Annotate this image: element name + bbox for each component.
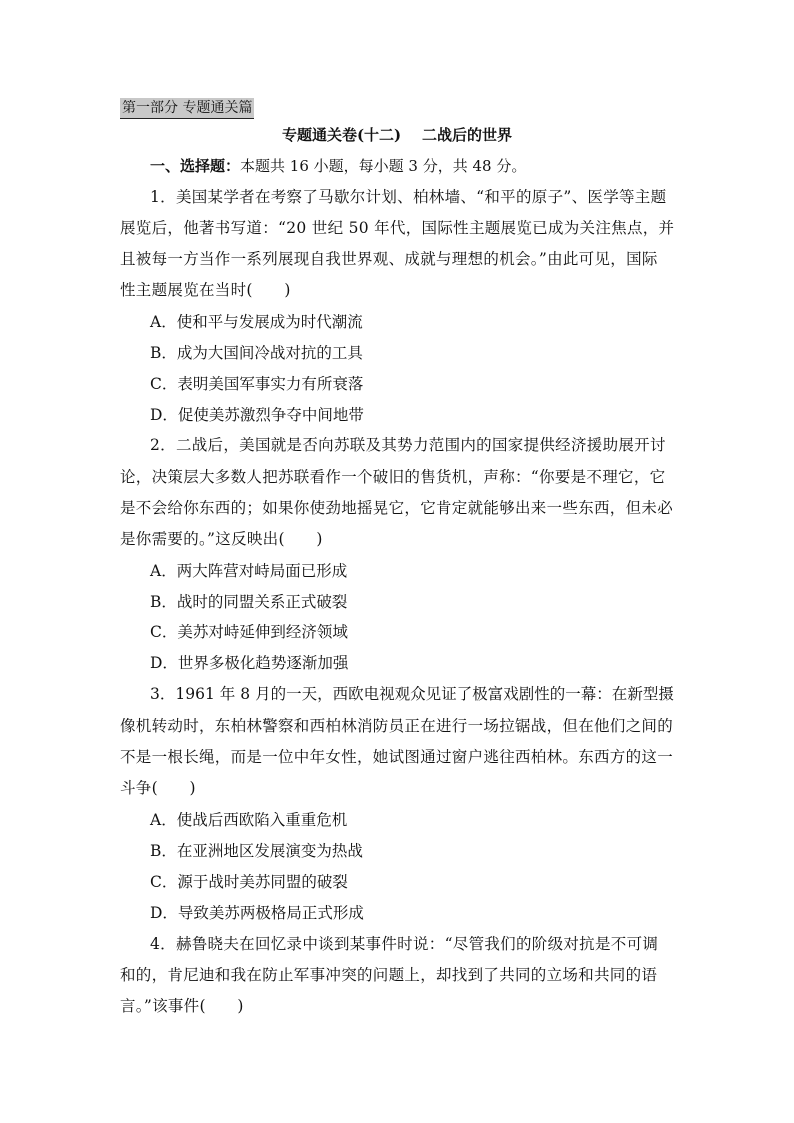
question-1-option-a[interactable]: A．使和平与发展成为时代潮流 xyxy=(150,313,363,331)
part-label: 第一部分 专题通关篇 xyxy=(120,98,254,119)
question-3-line-4: 斗争( ) xyxy=(120,779,196,797)
question-1-option-b[interactable]: B．成为大国间冷战对抗的工具 xyxy=(150,344,363,362)
question-4-line-1: 4．赫鲁晓夫在回忆录中谈到某事件时说：“尽管我们的阶级对抗是不可调 xyxy=(150,935,659,953)
section-heading xyxy=(150,156,526,176)
question-3-option-d[interactable]: D．导致美苏两极格局正式形成 xyxy=(150,904,364,922)
question-2-line-4: 是你需要的。”这反映出( ) xyxy=(120,530,323,548)
question-3-option-c[interactable]: C．源于战时美苏同盟的破裂 xyxy=(150,873,348,891)
question-2-line-3: 是不会给你东西的；如果你使劲地摇晃它，它肯定就能够出来一些东西，但未必 xyxy=(120,499,674,517)
question-1-line-2: 展览后，他著书写道：“20 世纪 50 年代，国际性主题展览已成为关注焦点，并 xyxy=(120,219,675,237)
question-1-line-1: 1．美国某学者在考察了马歇尔计划、柏林墙、“和平的原子”、医学等主题 xyxy=(150,188,667,206)
question-3-option-a[interactable]: A．使战后西欧陷入重重危机 xyxy=(150,811,348,829)
question-1-line-3: 且被每一方当作一系列展现自我世界观、成就与理想的机会。”由此可见，国际 xyxy=(120,250,658,268)
question-2-option-c[interactable]: C．美苏对峙延伸到经济领域 xyxy=(150,623,348,641)
section-instructions: 本题共 16 小题，每小题 3 分，共 48 分。 xyxy=(240,157,527,175)
section-label: 一、选择题： xyxy=(150,157,241,175)
question-3-line-1: 3．1961 年 8 月的一天，西欧电视观众见证了极富戏剧性的一幕：在新型摄 xyxy=(150,685,674,703)
question-2-option-b[interactable]: B．战时的同盟关系正式破裂 xyxy=(150,593,348,611)
question-3-line-3: 不是一根长绳，而是一位中年女性，她试图通过窗户逃往西柏林。东西方的这一 xyxy=(120,748,674,766)
question-4-line-3: 言。”该事件( ) xyxy=(120,997,244,1015)
question-1-option-c[interactable]: C．表明美国军事实力有所衰落 xyxy=(150,375,364,393)
question-3-line-2: 像机转动时，东柏林警察和西柏林消防员正在进行一场拉锯战，但在他们之间的 xyxy=(120,717,674,735)
page-title: 专题通关卷(十二) 二战后的世界 xyxy=(281,126,513,144)
question-4-line-2: 和的，肯尼迪和我在防止军事冲突的问题上，却找到了共同的立场和共同的语 xyxy=(120,966,658,984)
question-2-line-2: 论，决策层大多数人把苏联看作一个破旧的售货机，声称：“你要是不理它，它 xyxy=(120,468,666,486)
question-3-option-b[interactable]: B．在亚洲地区发展演变为热战 xyxy=(150,842,363,860)
question-1-line-4: 性主题展览在当时( ) xyxy=(120,281,291,299)
question-1-option-d[interactable]: D．促使美苏激烈争夺中间地带 xyxy=(150,406,364,424)
question-2-line-1: 2．二战后，美国就是否向苏联及其势力范围内的国家提供经济援助展开讨 xyxy=(150,436,666,454)
question-2-option-d[interactable]: D．世界多极化趋势逐渐加强 xyxy=(150,654,349,672)
question-2-option-a[interactable]: A．两大阵营对峙局面已形成 xyxy=(150,562,348,580)
